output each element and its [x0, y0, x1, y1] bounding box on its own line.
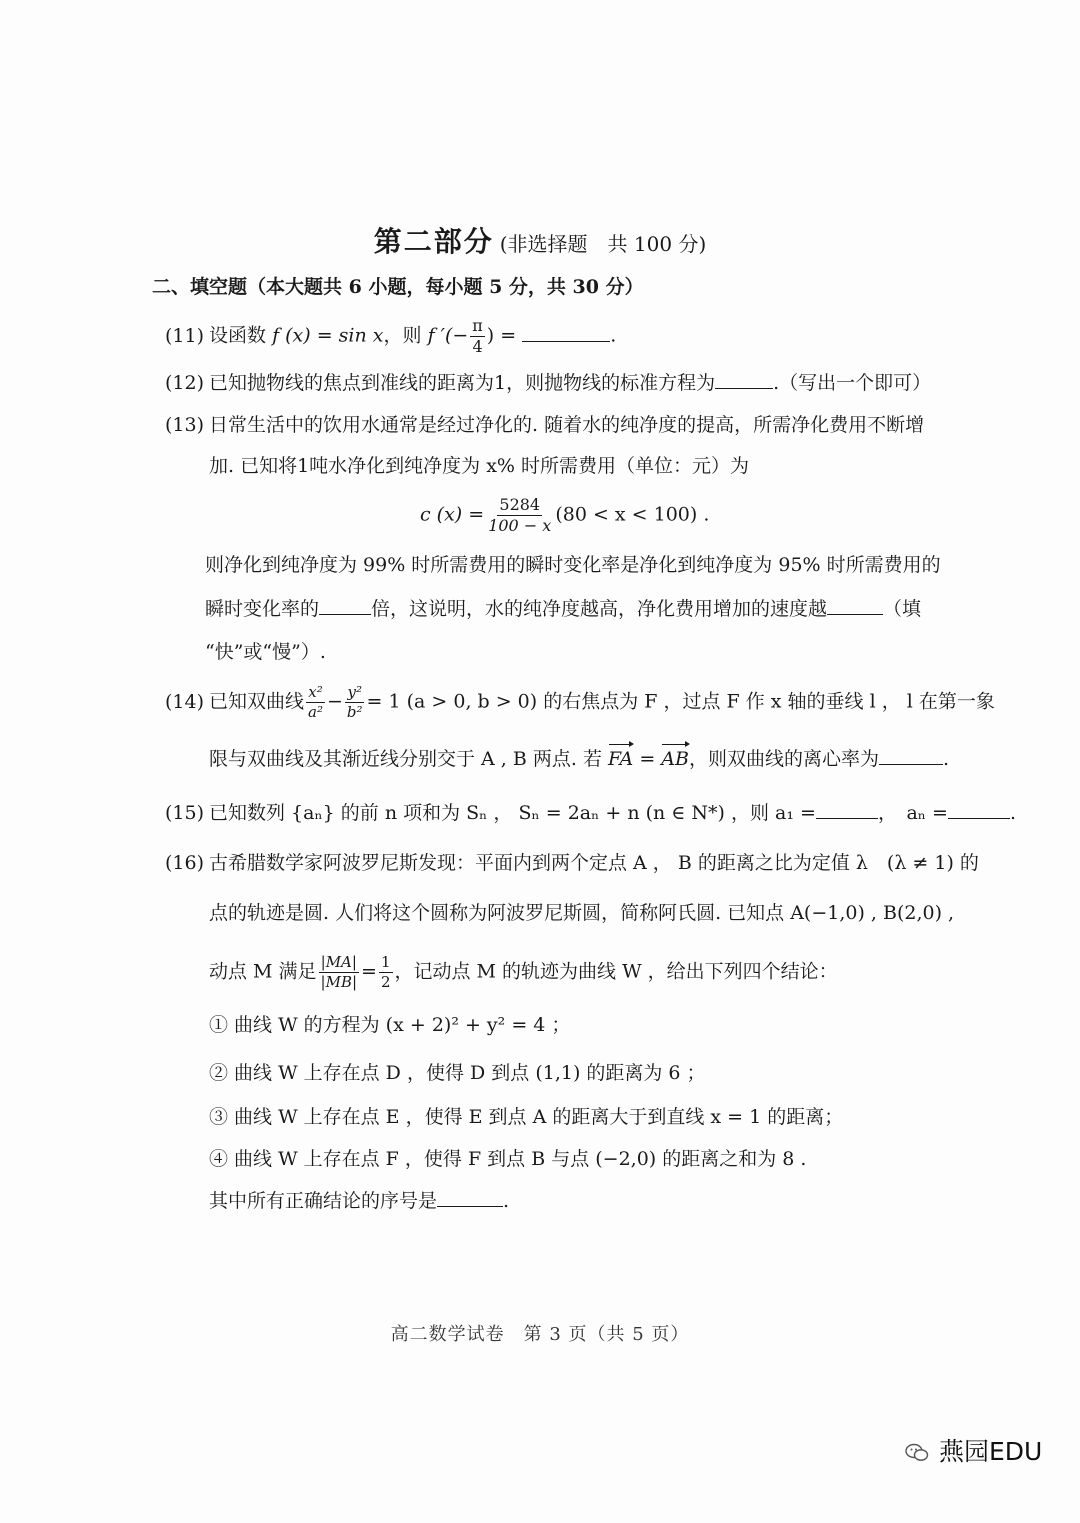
answer-blank[interactable] [437, 1188, 503, 1207]
q16-half-num: 1 [380, 953, 391, 971]
q16-conclusion-1: ① 曲线 W 的方程为 (x + 2)² + y² = 4 ； [209, 1014, 571, 1036]
question-number: (13) [165, 414, 205, 436]
question-number: (12) [165, 372, 205, 394]
q14-frac-y-num: y² [347, 683, 362, 701]
question-12 [165, 370, 931, 396]
q14-vector-ab: AB [661, 748, 689, 770]
q12-end: .（写出一个即可） [773, 372, 932, 394]
q16-end: . [503, 1190, 510, 1212]
section-heading: 二、填空题（本大题共 6 小题，每小题 5 分，共 30 分） [152, 276, 644, 298]
wechat-icon [905, 1443, 929, 1463]
watermark [905, 1432, 1042, 1468]
q15-end: . [1009, 802, 1016, 824]
q11-prefix: 设函数 [209, 324, 267, 347]
q16-last [209, 1188, 509, 1214]
q14-line2 [209, 746, 949, 772]
part-title-main: 第二部分 [373, 225, 494, 258]
q15-mid: ， aₙ = [877, 802, 948, 824]
q14-frac-x-den: a² [308, 703, 323, 721]
question-11 [165, 318, 616, 355]
q16-last-text: 其中所有正确结论的序号是 [209, 1190, 438, 1212]
answer-blank[interactable] [827, 596, 883, 615]
q13-line2: 加. 已知将1吨水净化到纯净度为 x% 时所需费用（单位：元）为 [209, 455, 750, 477]
q13-frac-den: 100 − x [488, 516, 552, 535]
question-14 [165, 685, 995, 720]
answer-blank[interactable] [319, 596, 371, 615]
q14-line2a: 限与双曲线及其渐近线分别交于 A , B 两点. 若 [209, 748, 602, 770]
q13-line1: 日常生活中的饮用水通常是经过净化的. 随着水的纯净度的提高，所需净化费用不断增 [209, 414, 925, 436]
q14-fraction-x [306, 685, 325, 720]
question-number: (14) [165, 690, 205, 713]
q11-fraction [470, 318, 485, 355]
q14-prefix: 已知双曲线 [209, 690, 305, 713]
q16-half-den: 2 [380, 973, 391, 991]
q11-after: ) = [486, 324, 517, 347]
question-number: (11) [165, 324, 205, 347]
q13-line5: “快”或“慢”）. [205, 641, 326, 663]
q14-minus: − [326, 690, 343, 713]
question-16 [165, 850, 979, 876]
answer-blank[interactable] [522, 323, 610, 342]
q14-end: . [942, 748, 950, 770]
q16-conclusion-2: ② 曲线 W 上存在点 D ，使得 D 到点 (1,1) 的距离为 6 ； [209, 1062, 706, 1084]
q16-line3b: ，记动点 M 的轨迹为曲线 W ，给出下列四个结论： [394, 960, 838, 983]
q16-line3: 动点 M 满足 $\frac{|MA|}{|MB|}$ = $\frac{1}{2}$ ，记动点 M 的轨迹为曲线 W ，给出下列四个结论： [209, 953, 838, 991]
q13-formula [420, 497, 709, 534]
part-title-note: (非选择题 共 100 分) [499, 232, 707, 256]
answer-blank[interactable] [715, 370, 773, 389]
q16-ratio-fraction [319, 955, 360, 990]
q16-line2: 点的轨迹是圆. 人们将这个圆称为阿波罗尼斯圆，简称阿氏圆. 已知点 A(−1,0) , B(2,0) , [209, 902, 955, 924]
answer-blank[interactable] [816, 800, 878, 819]
q14-eq: = [633, 748, 662, 770]
q13-fraction [486, 497, 553, 534]
part-title [0, 220, 1080, 260]
q11-end: . [610, 324, 617, 347]
q14-frac-x-num: x² [308, 683, 323, 701]
q14-rest: = 1 (a > 0, b > 0) 的右焦点为 F ，过点 F 作 x 轴的垂线 l ， l 在第一象 [366, 690, 995, 713]
q16-conclusion-3: ③ 曲线 W 上存在点 E ，使得 E 到点 A 的距离大于到直线 x = 1 的距离； [209, 1106, 844, 1128]
answer-blank[interactable] [879, 746, 943, 765]
q14-frac-y-den: b² [346, 703, 363, 721]
q13-line4 [205, 596, 921, 622]
question-13 [165, 412, 924, 438]
q16-half-fraction [379, 955, 393, 990]
q16-line1: 古希腊数学家阿波罗尼斯发现：平面内到两个定点 A ， B 的距离之比为定值 λ (λ ≠ 1) 的 [209, 852, 979, 874]
q11-frac-den: 4 [472, 337, 483, 356]
q11-mid: ，则 [383, 324, 422, 347]
watermark-text: 燕园EDU [939, 1437, 1043, 1466]
q13-formula-lhs: c (x) = [420, 503, 485, 526]
q11-deriv: f ′(− [427, 324, 469, 347]
q11-frac-num: π [472, 316, 483, 335]
q13-line3: 则净化到纯净度为 99% 时所需费用的瞬时变化率是净化到纯净度为 95% 时所需费用的 [205, 554, 941, 576]
q13-frac-num: 5284 [499, 495, 541, 514]
q14-fraction-y [345, 685, 365, 720]
q13-formula-range: (80 < x < 100) . [555, 503, 710, 526]
q13-line4c: （填 [883, 598, 922, 620]
q14-vector-fa: FA [608, 748, 634, 770]
q15-text: 已知数列 {aₙ} 的前 n 项和为 Sₙ ， Sₙ = 2aₙ + n (n ∈ N*) ，则 a₁ = [209, 802, 816, 824]
q16-conclusion-4: ④ 曲线 W 上存在点 F ，使得 F 到点 B 与点 (−2,0) 的距离之和为 8 . [209, 1148, 807, 1170]
q11-func: f (x) = sin x [272, 324, 384, 347]
question-number: (15) [165, 802, 205, 824]
q16-ratio-num: |MA| [320, 953, 357, 971]
page-footer: 高二数学试卷 第 3 页（共 5 页） [390, 1324, 690, 1345]
question-15 [165, 800, 1016, 826]
q13-line4b: 倍，这说明，水的纯净度越高，净化费用增加的速度越 [371, 598, 828, 620]
q16-line3a: 动点 M 满足 [209, 960, 317, 983]
answer-blank[interactable] [948, 800, 1010, 819]
q16-ratio-den: |MB| [320, 973, 358, 991]
q14-line2b: ，则双曲线的离心率为 [688, 748, 879, 770]
question-number: (16) [165, 852, 205, 874]
q13-line4a: 瞬时变化率的 [205, 598, 320, 620]
q12-text: 已知抛物线的焦点到准线的距离为1，则抛物线的标准方程为 [209, 372, 716, 394]
